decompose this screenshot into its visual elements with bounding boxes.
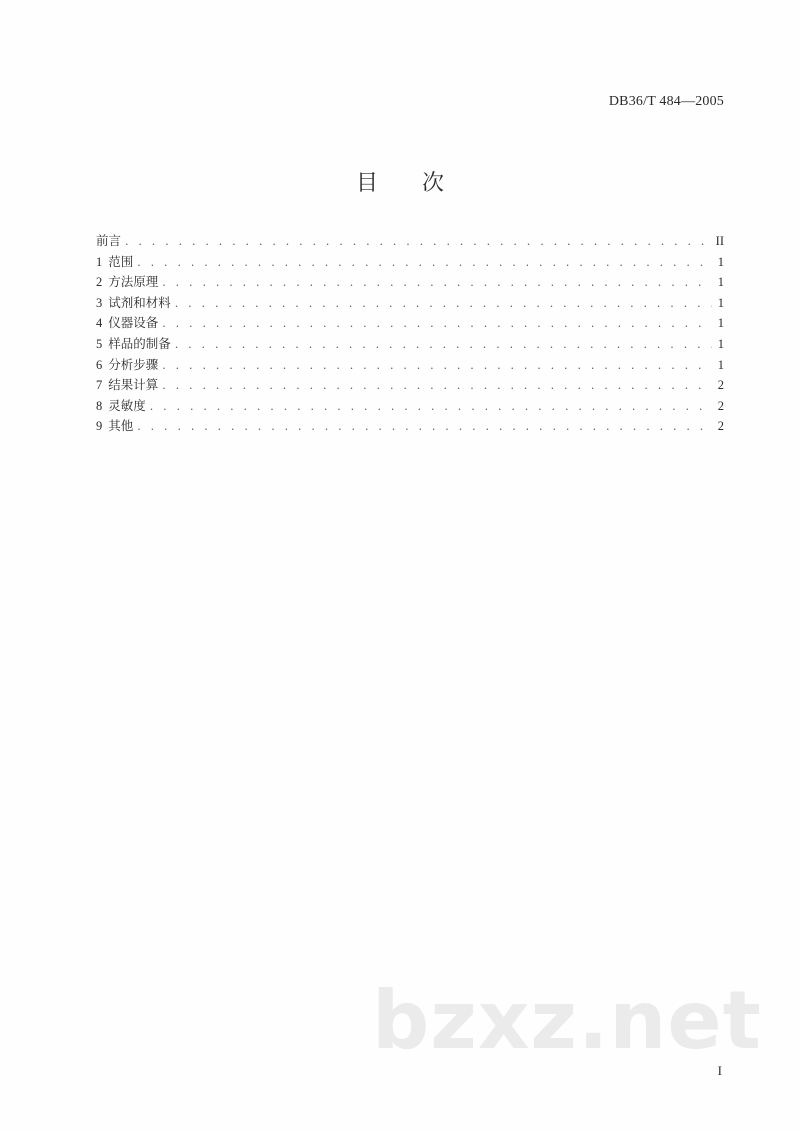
toc-entry-label xyxy=(96,231,125,249)
toc-entry-page: 2 xyxy=(717,378,724,393)
dot-leader xyxy=(162,379,711,392)
toc-entry-number: 8 xyxy=(96,398,103,413)
page-number: I xyxy=(717,1063,722,1078)
toc-entry-title: 仪器设备 xyxy=(108,315,159,331)
toc-entry-title: 样品的制备 xyxy=(108,335,171,351)
toc-entry-label xyxy=(96,396,150,414)
dot-leader xyxy=(162,359,711,372)
dot-leader xyxy=(175,297,712,310)
toc-entry[interactable] xyxy=(96,416,724,437)
toc-entry[interactable] xyxy=(96,396,724,417)
dot-leader xyxy=(137,256,711,269)
toc-entry-number: 3 xyxy=(96,295,103,310)
toc-entry-label xyxy=(96,334,175,352)
toc-entry-page: 2 xyxy=(717,398,724,413)
standard-number: DB36/T 484—2005 xyxy=(608,94,724,109)
toc-entry-page: 1 xyxy=(717,295,724,310)
toc-entry-title: 分析步骤 xyxy=(108,356,159,372)
toc-entry-label xyxy=(96,375,162,393)
dot-leader xyxy=(137,420,711,433)
toc-entry-title: 范围 xyxy=(108,253,134,269)
toc-entry-title: 结果计算 xyxy=(108,377,159,393)
toc-entry-number: 2 xyxy=(96,275,103,290)
toc-entry-number: 5 xyxy=(96,336,103,351)
table-of-contents xyxy=(96,231,724,437)
toc-entry-number: 6 xyxy=(96,357,103,372)
toc-entry-label xyxy=(96,416,137,434)
toc-entry-title: 前言 xyxy=(96,233,122,248)
toc-entry-page: II xyxy=(715,234,724,248)
dot-leader xyxy=(175,338,712,351)
toc-entry-page: 2 xyxy=(717,419,724,434)
dot-leader xyxy=(150,400,712,413)
toc-entry-label xyxy=(96,272,162,290)
toc-entry-page: 1 xyxy=(717,336,724,351)
toc-entry-number: 1 xyxy=(96,254,103,269)
toc-entry[interactable] xyxy=(96,375,724,396)
dot-leader xyxy=(125,235,710,248)
toc-entry-page: 1 xyxy=(717,357,724,372)
toc-entry-label xyxy=(96,355,162,373)
toc-entry-number: 7 xyxy=(96,378,103,393)
dot-leader xyxy=(162,317,711,330)
toc-entry-label xyxy=(96,313,162,331)
toc-entry-page: 1 xyxy=(717,254,724,269)
toc-entry-number: 4 xyxy=(96,316,103,331)
toc-entry-title: 试剂和材料 xyxy=(108,294,171,310)
watermark: bzxz.net xyxy=(372,974,762,1067)
toc-entry[interactable] xyxy=(96,252,724,273)
toc-entry-label xyxy=(96,252,137,270)
toc-entry[interactable] xyxy=(96,272,724,293)
toc-entry-page: 1 xyxy=(717,316,724,331)
toc-entry-label xyxy=(96,293,175,311)
toc-entry-page: 1 xyxy=(717,275,724,290)
toc-entry-title: 方法原理 xyxy=(108,274,159,290)
toc-entry[interactable] xyxy=(96,293,724,314)
toc-entry[interactable] xyxy=(96,313,724,334)
toc-entry[interactable] xyxy=(96,355,724,376)
dot-leader xyxy=(162,276,711,289)
toc-entry-number: 9 xyxy=(96,419,103,434)
toc-title: 目次 xyxy=(355,171,488,196)
toc-entry[interactable] xyxy=(96,231,724,252)
toc-entry[interactable] xyxy=(96,334,724,355)
toc-entry-title: 其他 xyxy=(108,418,134,434)
toc-entry-title: 灵敏度 xyxy=(108,397,146,413)
